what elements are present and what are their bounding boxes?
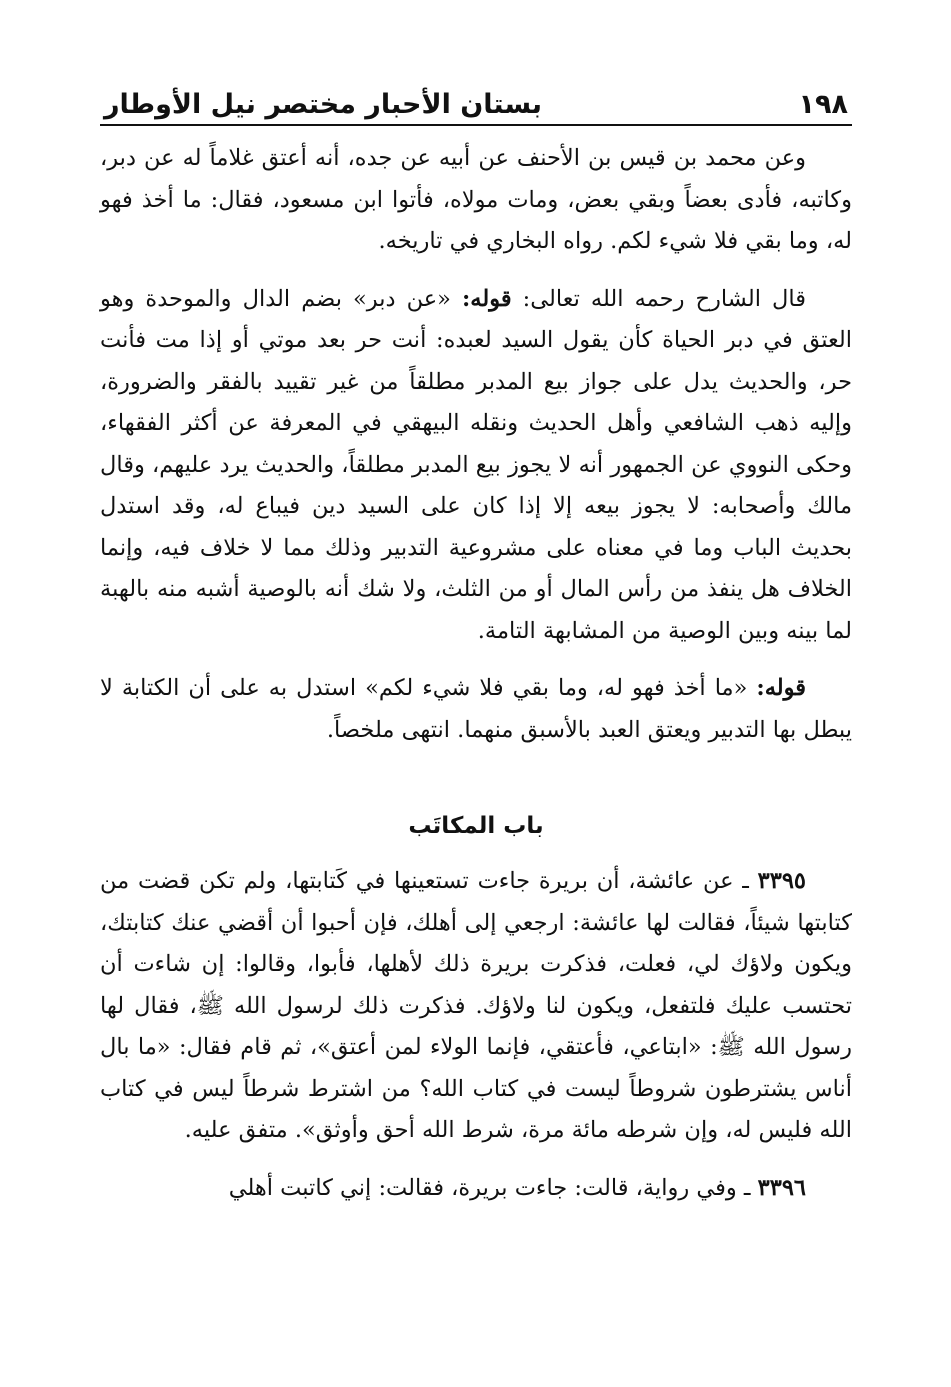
page-number: ١٩٨ — [798, 89, 848, 120]
commentary-keyword: قوله: — [756, 675, 806, 701]
page-header — [100, 80, 852, 126]
hadith-text: ـ عن عائشة، أن بريرة جاءت تستعينها في كَتابتها، ولم تكن قضت من كتابتها شيئاً، فقالت لها عائشة: ارجعي إلى أهلك، فإن أحبوا أن أقضي عنك كتابتك، ويكون ولاؤك لي، فعلت، فذكرت بريرة ذلك لأهلها، فأبوا، وقالوا: إن شاءت أن تحتسب عليك فلتفعل، ويكون لنا ولاؤك. فذكرت ذلك لرسول الله ﷺ، فقال لها رسول الله ﷺ: «ابتاعي، فأعتقي، فإنما الولاء لمن أعتق»، ثم قام فقال: «ما بال أناس يشترطون شروطاً ليست في كتاب الله؟ من اشترط شرطاً ليس في كتاب الله فليس له، وإن شرطه مائة مرة، شرط الله أحق وأوثق». متفق عليه. — [100, 868, 852, 1143]
hadith-3396 — [100, 1168, 852, 1210]
paragraph-text: وعن محمد بن قيس بن الأحنف عن أبيه عن جده، أنه أعتق غلاماً له عن دبر، وكاتبه، فأدى بعضاً وبقي بعض، ومات مولاه، فأتوا ابن مسعود، فقال: ما أخذ فهو له، وما بقي فلا شيء لكم. رواه البخاري في تاريخه. — [100, 145, 852, 254]
paragraph-commentary — [100, 279, 852, 653]
running-title: بستان الأحبار مختصر نيل الأوطار — [104, 89, 543, 120]
hadith-text: ـ وفي رواية، قالت: جاءت بريرة، فقالت: إني كاتبت أهلي — [228, 1174, 751, 1201]
paragraph-commentary-2 — [100, 668, 852, 751]
commentary-lead: قال الشارح رحمه الله تعالى: — [522, 285, 806, 312]
commentary-text: «عن دبر» بضم الدال والموحدة وهو العتق في دبر الحياة كأن يقول السيد لعبده: أنت حر بعد موتي أو إذا مت فأنت حر، والحديث يدل على جواز بيع المدبر مطلقاً من غير تقييد بالفقر والضرورة، وإليه ذهب الشافعي وأهل الحديث ونقله البيهقي في المعرفة عن أكثر الفقهاء، وحكى النووي عن الجمهور أنه لا يجوز بيع المدبر مطلقاً، والحديث يرد عليهم، وقال مالك وأصحابه: لا يجوز بيعه إلا إذا كان على السيد دين فيباع له، وقد استدل بحديث الباب وما في معناه على مشروعية التدبير وذلك مما لا خلاف فيه، وإنما الخلاف هل ينفذ من رأس المال أو من الثلث، ولا شك أنه بالوصية أشبه منه بالهبة لما بينه وبين الوصية من المشابهة التامة. — [100, 285, 852, 644]
hadith-number: ٣٣٩٥ — [757, 868, 807, 894]
page-body — [100, 126, 852, 1209]
paragraph-narration — [100, 138, 852, 263]
commentary-text: «ما أخذ فهو له، وما بقي فلا شيء لكم» استدل به على أن الكتابة لا يبطل بها التدبير ويعتق العبد بالأسبق منهما. انتهى ملخصاً. — [100, 675, 852, 743]
hadith-3395 — [100, 861, 852, 1152]
section-heading: باب المكاتَب — [408, 813, 544, 839]
commentary-keyword: قوله: — [461, 285, 512, 312]
hadith-number: ٣٣٩٦ — [757, 1174, 806, 1201]
book-page — [100, 80, 852, 1350]
